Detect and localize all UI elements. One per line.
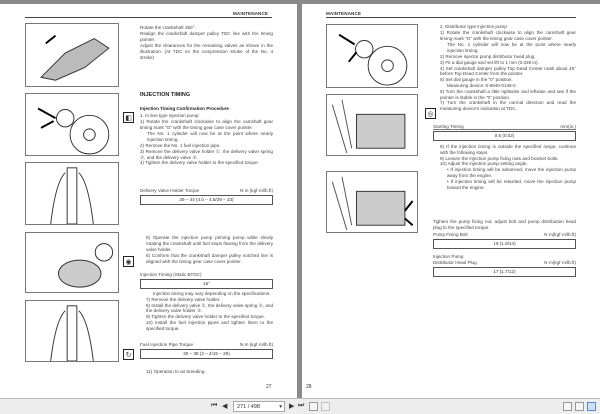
step: 6) Turn the crankshaft a little rightwise and leftwise and see if the pointer is stable in the "0" position. [440, 88, 576, 100]
delivery-valve-illustration [25, 162, 119, 225]
viewer-toolbar [0, 398, 600, 414]
instruction: Tighten the pump fixing nut, adjust bolt and pump distribution head plug to the specified torque. [433, 219, 576, 230]
spec-value: 0.5 (0.02) [433, 131, 576, 141]
step: 9) Tighten the delivery valve holder to the specified torque. [146, 314, 265, 320]
spec-unit: mm(in.) [560, 124, 576, 129]
header-rule [25, 17, 272, 18]
step: 1) Rotate the crankshaft clockwise to align the camshaft gear timing mark "O" with the timing gear case cover pointer. [440, 29, 576, 41]
header-rule [326, 17, 576, 18]
step: 6) Conform that the crankshaft damper pulley notched line is aligned with the timing gear case cover pointer. [146, 253, 273, 265]
step: 2. Distributor type injection pump [440, 24, 507, 29]
page-number-input[interactable] [233, 401, 285, 412]
intro-text: Rotate the crankshaft 360°. [140, 25, 196, 30]
spec-value: 20 – 39 (2 – 4/15 – 29) [140, 349, 273, 359]
step: 4) Set crankshaft damper pulley Top Dead Center mark about 45° before Top Dead Center from the pointer. [440, 65, 576, 77]
spec-label: Pump Fixing Bolt [433, 232, 468, 237]
step: 1. In-line type injection pump [140, 113, 199, 118]
step: 2) Remove the No. 1 fuel injection pipe. [140, 142, 221, 148]
note: The No. 1 cylinder will now be at the point where nearly injection timing. [147, 131, 273, 143]
spec-label: Delivery Valve Holder Torque [140, 188, 200, 193]
torque-wrench-icon: ↻ [123, 349, 134, 360]
spec-unit: N·m (kgf·m/lb.ft) [239, 188, 273, 193]
single-page-view-icon[interactable] [563, 402, 572, 411]
spec-value: 39 – 44 (4.0 – 4.5/29 – 33) [140, 195, 273, 205]
valve-rocker-illustration [25, 23, 119, 87]
note: Injection timing may vary depending on the specifications. [153, 291, 271, 296]
page-header: MAINTENANCE [326, 11, 362, 16]
spec-label: Injection Pump [433, 254, 464, 259]
step: 7) Remove the delivery valve holder. [146, 296, 221, 302]
crankshaft-pulley-illustration [25, 93, 119, 156]
step: 7) Turn the crankshaft in the normal direction and read the measuring device's indication at TDC. [440, 100, 576, 112]
delivery-valve-install-illustration [25, 300, 119, 362]
page-header: MAINTENANCE [233, 11, 269, 16]
crankshaft-pulley-illustration [326, 24, 418, 88]
step: 10) Install the fuel injection pipes and tighten them to the specified torque. [146, 319, 273, 331]
note: The No. 1 cylinder will now be at the point where nearly injection timing. [447, 42, 576, 54]
note: Measuring device: 5-8840-0145-0 [447, 82, 516, 88]
step: 5) Operate the injection pump priming pump while slowly rotating the crankshaft until fuel stops flowing from the delivery valve holder. [146, 235, 273, 252]
step: 9) Loosen the injection pump fixing nuts and bracket bolts. [440, 155, 559, 161]
spec-value: 16° [140, 279, 273, 289]
measuring-device-icon: ◎ [425, 108, 436, 119]
page-value: 271 / 498 [237, 404, 260, 410]
step: 1) Rotate the crankshaft clockwise to align the camshaft gear timing mark "O" with the timing gear case cover pointer. [140, 118, 273, 130]
step: 10) Adjust the injection pump setting angle. [440, 161, 528, 167]
spec-label: Fuel Injection Pipe Torque [140, 342, 194, 347]
step: 3) Fit a dial gauge and set lift to 1 mm (0.039 in). [440, 59, 539, 65]
spec-label: Injection Timing (Static BTDC) [140, 272, 202, 277]
subsection-title: Injection Timing Confirmation Procedure [140, 106, 229, 111]
spec-unit: N·m(kgf·m/lb.ft) [544, 232, 576, 237]
step: 3) Remove the delivery valve holder ①, the delivery valve spring ②, and the delivery valve ③. [140, 148, 273, 160]
continuous-view-icon[interactable] [575, 402, 584, 411]
last-page-button[interactable]: ⏭ [298, 402, 305, 409]
page-number: 27 [266, 384, 272, 390]
right-page [302, 4, 600, 398]
previous-page-button[interactable]: ◀ [222, 403, 228, 410]
intro-text: Adjust the clearances for the remaining valves as shown in the illustration. (At TDC on the compression stroke of the No. 4 stroke) [140, 43, 273, 60]
spec-value: 17 (1.7/12) [433, 267, 576, 277]
spec-unit: N·m (kgf·m/lb.ft) [239, 342, 273, 347]
spec-label: Starting Timing [433, 124, 464, 129]
injection-pump-illustration [326, 94, 418, 156]
paste-icon[interactable] [321, 402, 330, 411]
spec-value: 19 (1.9/14) [433, 239, 576, 249]
bullet: • If injection timing will be retarded, move the injection pump toward the engine. [447, 178, 576, 190]
inspect-icon: ◧ [123, 112, 134, 123]
step: 11) Operation to air breeding. [146, 369, 206, 374]
step: 2) Remove injector pump distributor head plug. [440, 53, 536, 59]
section-title: INJECTION TIMING [140, 92, 191, 98]
page-dropdown-icon[interactable]: ▾ [279, 404, 282, 410]
two-page-view-icon[interactable] [587, 402, 596, 411]
bullet: • If injection timing will be advanced, move the injection pump away from the engine. [447, 167, 576, 178]
step: 5) Set dial gauge in the "0" position. [440, 77, 513, 83]
step: 8) Install the delivery valve ①, the delivery valve spring ②, and the delivery valve holder ③. [146, 302, 273, 314]
step: 8) If the injection timing is outside the specified range, continue with the following steps. [440, 144, 576, 155]
copy-icon[interactable] [309, 402, 318, 411]
spec-unit: N·m(kgf·m/lb.ft) [544, 260, 576, 265]
left-page [0, 4, 297, 398]
damper-pulley-illustration [25, 232, 119, 293]
next-page-button[interactable]: ▶ [289, 403, 295, 410]
pump-adjust-illustration [326, 171, 418, 233]
first-page-button[interactable]: ⏮ [211, 402, 218, 409]
page-number: 28 [306, 384, 312, 390]
step: 4) Tighten the delivery valve holder to the specified torque. [140, 160, 259, 166]
pulley-check-icon: ◉ [123, 256, 134, 267]
spec-label: Distributor Head Plug [433, 260, 477, 265]
intro-text: Realign the crankshaft damper pulley TDC line with the timing pointer. [140, 30, 273, 42]
